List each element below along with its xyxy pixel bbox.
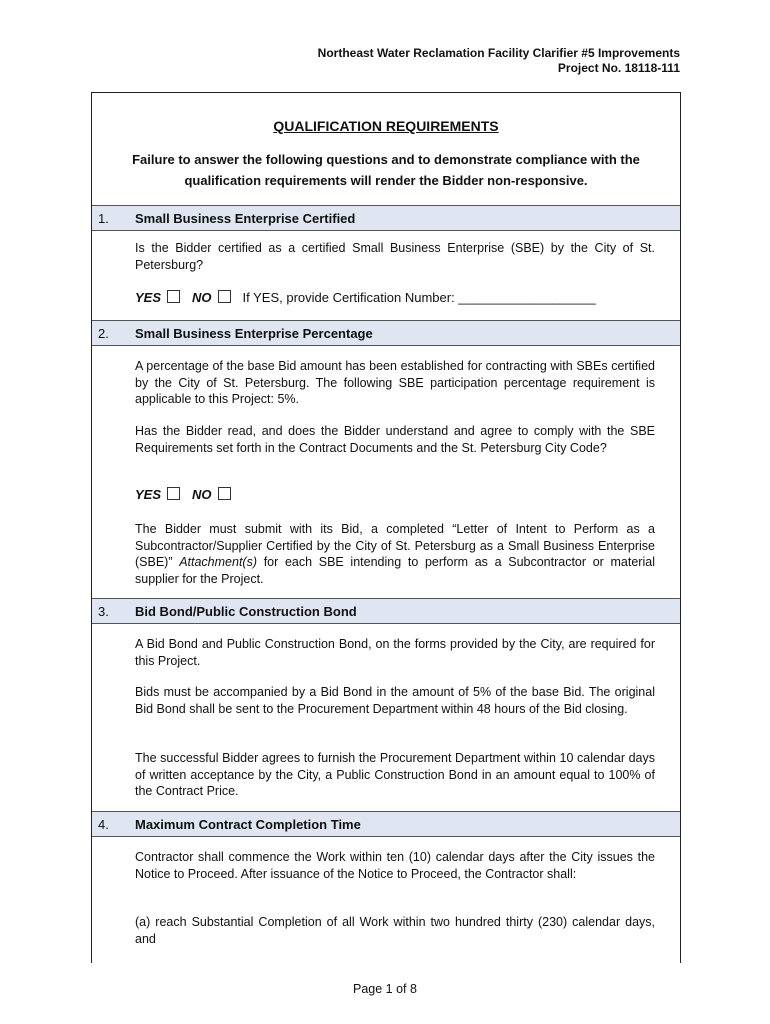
section-title: Small Business Enterprise Certified (135, 211, 356, 226)
section-4-header (92, 811, 680, 837)
yes-label: YES (135, 290, 162, 305)
section-2-question: Has the Bidder read, and does the Bidder understand and agree to comply with the SBE Requirements set forth in the Contract Documents and the St. Petersburg City Code? (135, 424, 655, 455)
section-title: Maximum Contract Completion Time (135, 817, 361, 832)
requirements-form (91, 92, 681, 963)
section-number: 2. (98, 326, 109, 341)
no-label: NO (192, 487, 212, 502)
section-1-header (92, 205, 680, 231)
certification-number-field[interactable]: If YES, provide Certification Number: ___________________ (242, 290, 596, 305)
section-2-paragraph-1: A percentage of the base Bid amount has been established for contracting with SBEs certified by the City of St. Petersburg. The following SBE participation percentage requirement is applicable to this Project: 5%. (135, 359, 655, 406)
yes-checkbox[interactable] (167, 487, 180, 500)
attachment-reference: Attachment(s) (179, 555, 257, 569)
section-number: 4. (98, 817, 109, 832)
page-number: Page 1 of 8 (353, 982, 417, 996)
document-header (318, 46, 680, 76)
yes-checkbox[interactable] (167, 290, 180, 303)
no-checkbox[interactable] (218, 290, 231, 303)
project-title: Northeast Water Reclamation Facility Clarifier #5 Improvements (317, 46, 680, 60)
section-1-yes-no (135, 290, 596, 305)
page-title: QUALIFICATION REQUIREMENTS (273, 118, 499, 134)
section-number: 3. (98, 604, 109, 619)
section-4-paragraph-1: Contractor shall commence the Work within ten (10) calendar days after the City issues the Notice to Proceed. After issuance of the Notice to Proceed, the Contractor shall: (135, 850, 655, 881)
yes-label: YES (135, 487, 162, 502)
section-2-paragraph-3: The Bidder must submit with its Bid, a completed “Letter of Intent to Perform as a Subcontractor/Supplier Certified by the City of St. Petersburg as a Small Business Enterprise (SBE)” Attachment(s) for each SBE intending to perform as a Subcontractor or material supplier for the Project. (135, 522, 655, 586)
project-number: Project No. 18118-111 (557, 61, 680, 75)
section-3-paragraph-1: A Bid Bond and Public Construction Bond, on the forms provided by the City, are required for this Project. (135, 637, 655, 668)
section-title: Small Business Enterprise Percentage (135, 326, 373, 341)
section-2-header (92, 320, 680, 346)
section-4-paragraph-2: (a) reach Substantial Completion of all Work within two hundred thirty (230) calendar days, and (135, 915, 655, 946)
section-title: Bid Bond/Public Construction Bond (135, 604, 357, 619)
no-label: NO (192, 290, 212, 305)
section-2-yes-no (135, 487, 243, 502)
section-3-paragraph-2: Bids must be accompanied by a Bid Bond in the amount of 5% of the base Bid. The original Bid Bond shall be sent to the Procurement Department within 48 hours of the Bid closing. (135, 685, 655, 716)
no-checkbox[interactable] (218, 487, 231, 500)
section-3-header (92, 598, 680, 624)
section-number: 1. (98, 211, 109, 226)
section-1-question: Is the Bidder certified as a certified Small Business Enterprise (SBE) by the City of St. Petersburg? (135, 241, 655, 272)
section-3-paragraph-3: The successful Bidder agrees to furnish the Procurement Department within 10 calendar days of written acceptance by the City, a Public Construction Bond in an amount equal to 100% of the Contract Price. (135, 751, 655, 798)
page-subtitle: Failure to answer the following questions and to demonstrate compliance with the qualification requirements will render the Bidder non-responsive. (132, 152, 640, 188)
